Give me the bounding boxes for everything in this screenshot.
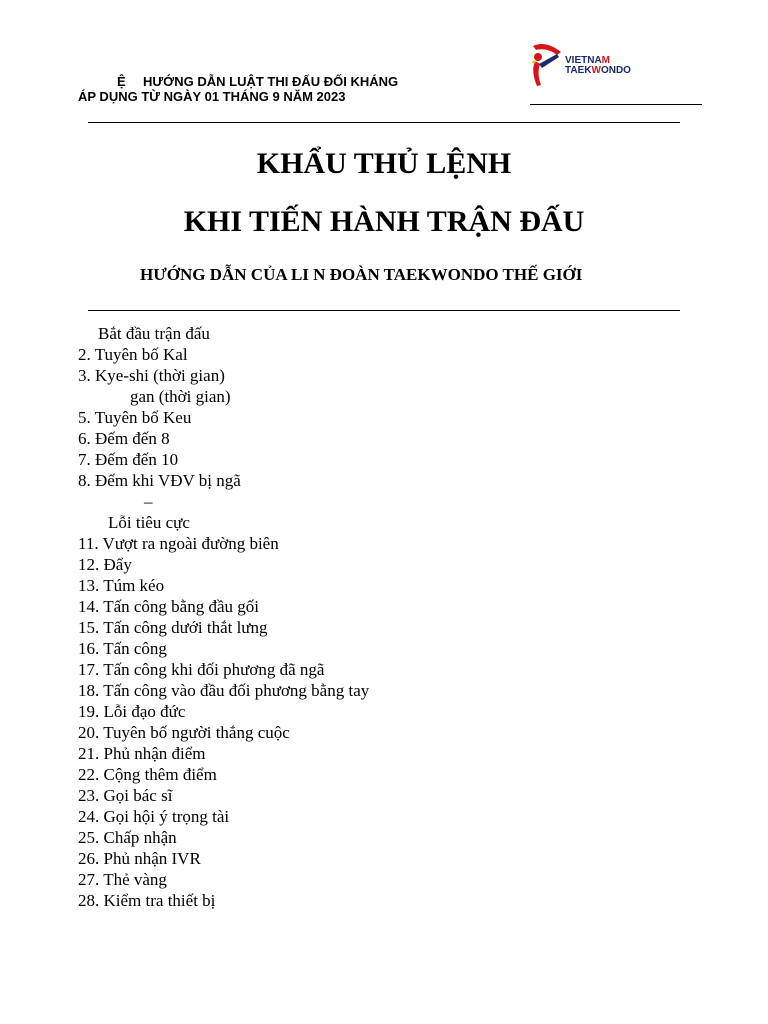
list-item: 13. Túm kéo [78, 576, 165, 595]
header-rule-short [530, 104, 702, 105]
list-item: gan (thời gian) [130, 387, 231, 406]
list-item: 6. Đếm đến 8 [78, 429, 170, 448]
list-item: 7. Đếm đến 10 [78, 450, 179, 469]
list-item: 21. Phủ nhận điểm [78, 744, 206, 763]
list-item: 3. Kye-shi (thời gian) [78, 366, 225, 385]
list-item: 25. Chấp nhận [78, 828, 177, 847]
list-item: Bắt đầu trận đấu [98, 324, 210, 343]
list-item: 11. Vượt ra ngoài đường biên [78, 534, 279, 553]
list-item: 19. Lỗi đạo đức [78, 702, 186, 721]
logo-text-taekwondo: TAEKWONDO [565, 65, 631, 76]
page-title-line2: KHI TIẾN HÀNH TRẬN ĐẤU [183, 205, 585, 238]
list-item: 22. Cộng thêm điểm [78, 765, 217, 784]
subtitle-rule [88, 310, 680, 311]
list-item: 24. Gọi hội ý trọng tài [78, 807, 230, 826]
list-item: 17. Tấn công khi đối phương đã ngã [78, 660, 325, 679]
page-subtitle: HƯỚNG DẪN CỦA LI N ĐOÀN TAEKWONDO THẾ GIỚI [140, 265, 583, 284]
header-rule [88, 122, 680, 123]
list-item: 28. Kiểm tra thiết bị [78, 891, 216, 910]
list-item: 18. Tấn công vào đầu đối phương bằng tay [78, 681, 370, 700]
list-item: 8. Đếm khi VĐV bị ngã [78, 471, 241, 490]
document-header-date: ÁP DỤNG TỪ NGÀY 01 THÁNG 9 NĂM 2023 [78, 89, 346, 104]
logo-text-vietnam: VIETNAM [565, 55, 611, 66]
list-item: 16. Tấn công [78, 639, 167, 658]
list-item: 26. Phủ nhận IVR [78, 849, 201, 868]
list-item: 2. Tuyên bố Kal [78, 345, 188, 364]
taekwondo-kicker-icon [527, 40, 567, 92]
vietnam-taekwondo-logo [527, 40, 637, 92]
list-item: 20. Tuyên bố người thắng cuộc [78, 723, 290, 742]
list-item: 5. Tuyên bố Keu [78, 408, 192, 427]
header-title-text: HƯỚNG DẪN LUẬT THI ĐẤU ĐỐI KHÁNG [143, 74, 399, 89]
document-header-title [117, 74, 398, 90]
list-item: 12. Đẩy [78, 555, 132, 574]
list-item: 23. Gọi bác sĩ [78, 786, 173, 805]
list-item: – [144, 492, 153, 511]
header-prefix-glyph: Ệ [117, 74, 126, 89]
page-title: KHẨU THỦ LỆNH [256, 147, 512, 180]
list-item: Lỗi tiêu cực [108, 513, 190, 532]
command-list [0, 323, 768, 911]
list-item: 27. Thẻ vàng [78, 870, 167, 889]
list-item: 15. Tấn công dưới thắt lưng [78, 618, 268, 637]
list-item: 14. Tấn công bằng đầu gối [78, 597, 259, 616]
